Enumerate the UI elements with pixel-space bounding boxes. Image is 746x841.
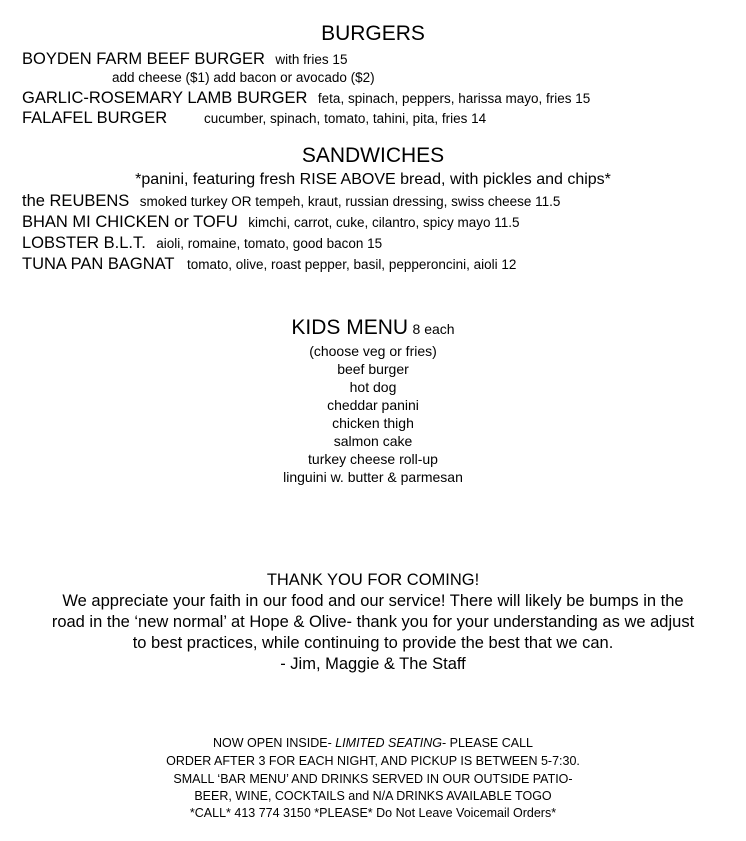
footer-line: ORDER AFTER 3 FOR EACH NIGHT, AND PICKUP IS BETWEEN 5-7:30. (166, 754, 580, 768)
signature: - Jim, Maggie & The Staff (280, 655, 466, 673)
list-item: chicken thigh (332, 415, 414, 431)
item-name: FALAFEL BURGER (22, 109, 168, 127)
footer-line: *CALL* 413 774 3150 *PLEASE* Do Not Leave Voicemail Orders* (189, 806, 557, 820)
list-item: cheddar panini (327, 397, 419, 413)
thanks-line: to best practices, while continuing to provide the best that we can. (132, 634, 614, 652)
footer-text: - PLEASE CALL (441, 736, 533, 750)
footer-line: SMALL ‘BAR MENU’ AND DRINKS SERVED IN OUR OUTSIDE PATIO- (173, 772, 573, 786)
menu-item (22, 50, 347, 69)
item-name: BHAN MI CHICKEN or TOFU (22, 213, 238, 231)
thanks-title: THANK YOU FOR COMING! (266, 571, 480, 589)
item-desc: feta, spinach, peppers, harissa mayo, fries 15 (317, 91, 591, 106)
thanks-line: road in the ‘new normal’ at Hope & Olive- thank you for your understanding as we adjust (51, 613, 695, 631)
burger-addons: add cheese ($1) add bacon or avocado ($2) (112, 70, 375, 85)
item-name: TUNA PAN BAGNAT (22, 255, 175, 273)
list-item: beef burger (337, 361, 409, 377)
item-desc: with fries 15 (275, 52, 348, 67)
menu-item (22, 213, 520, 232)
list-item: hot dog (349, 379, 397, 395)
menu-item (22, 109, 167, 128)
item-desc: kimchi, carrot, cuke, cilantro, spicy mayo 11.5 (248, 215, 520, 230)
item-name: GARLIC-ROSEMARY LAMB BURGER (22, 89, 308, 107)
item-desc: cucumber, spinach, tomato, tahini, pita, fries 14 (204, 111, 487, 126)
list-item: linguini w. butter & parmesan (283, 469, 463, 485)
list-item: salmon cake (333, 433, 413, 449)
kids-title: KIDS MENU (291, 316, 409, 339)
menu-item (22, 192, 560, 211)
item-name: the REUBENS (22, 192, 130, 210)
footer-line: BEER, WINE, COCKTAILS and N/A DRINKS AVAILABLE TOGO (194, 789, 552, 803)
sandwiches-subtitle: *panini, featuring fresh RISE ABOVE bread, with pickles and chips* (135, 171, 611, 188)
burgers-heading: BURGERS (321, 22, 425, 45)
sandwiches-heading: SANDWICHES (301, 144, 445, 167)
menu-item (22, 234, 382, 253)
kids-heading (0, 316, 746, 340)
item-name: LOBSTER B.L.T. (22, 234, 146, 252)
footer-text: NOW OPEN INSIDE- (213, 736, 336, 750)
item-desc: aioli, romaine, tomato, good bacon 15 (156, 236, 383, 251)
item-desc: smoked turkey OR tempeh, kraut, russian dressing, swiss cheese 11.5 (139, 194, 561, 209)
kids-price: 8 each (412, 321, 455, 337)
kids-note: (choose veg or fries) (309, 343, 437, 359)
thanks-line: We appreciate your faith in our food and our service! There will likely be bumps in the (62, 592, 684, 610)
menu-item (22, 89, 590, 108)
list-item: turkey cheese roll-up (308, 451, 438, 467)
footer-emphasis: LIMITED SEATING (335, 736, 442, 750)
footer-line (0, 736, 746, 750)
item-desc: tomato, olive, roast pepper, basil, pepperoncini, aioli 12 (186, 257, 517, 272)
menu-item (22, 255, 516, 274)
item-name: BOYDEN FARM BEEF BURGER (22, 50, 265, 68)
